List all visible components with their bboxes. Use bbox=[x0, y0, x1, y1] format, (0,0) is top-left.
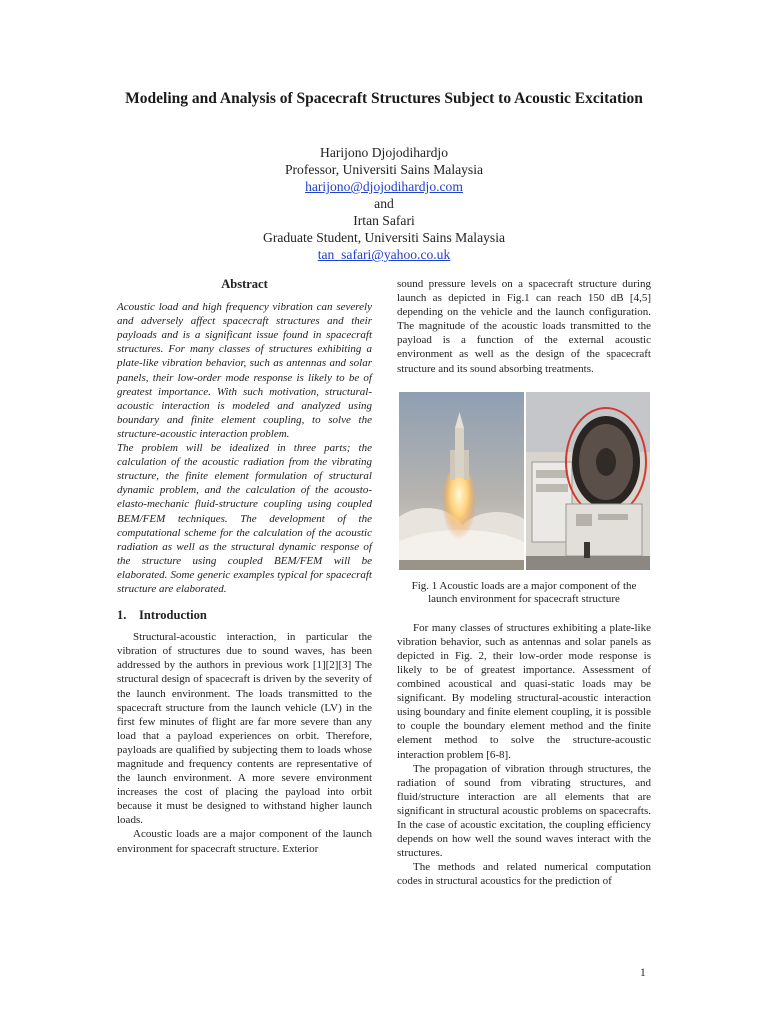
abstract-heading: Abstract bbox=[221, 277, 268, 291]
author-email-link[interactable]: harijono@djojodihardjo.com bbox=[305, 179, 463, 194]
left-column bbox=[117, 277, 372, 856]
rocket-launch-photo bbox=[399, 392, 524, 570]
rocket-launch-illustration bbox=[399, 392, 524, 570]
section-number: 1. bbox=[117, 608, 127, 623]
spacecraft-test-illustration bbox=[526, 392, 650, 570]
body-paragraph: Acoustic loads are a major component of the launch environment for spacecraft structure. Exterior bbox=[117, 828, 372, 855]
section-heading-introduction bbox=[117, 608, 372, 622]
abstract-paragraph: Acoustic load and high frequency vibration can severely and adversely affect spacecraft structures and their payloads and is a significant issue found in spacecraft structures. For many classes of structures exhibiting a plate-like vibration behavior, such as antennas and solar panels, their low-order mode response is likely to be of greatest importance. With such motivation, structural-acoustic interaction is modeled and analyzed using boundary and finite element coupling, to solve the structure-acoustic interaction problem. bbox=[117, 301, 372, 440]
author-conjunction: and bbox=[374, 196, 394, 211]
author-block bbox=[170, 144, 598, 263]
body-paragraph: The propagation of vibration through structures, the radiation of sound from vibrating structures, and fluid/structure interaction are all elements that are significant in structural acoustic problems on spacecrafts. In the case of acoustic excitation, the coupling efficiency depends on how well the sound waves interact with the structures. bbox=[397, 762, 651, 860]
abstract-body bbox=[117, 300, 372, 596]
body-paragraph: For many classes of structures exhibiting a plate-like vibration behavior, such as antennas and solar panels as depicted in Fig. 2, their low-order mode response is likely to be of greatest importance. Assessment of combined acoustical and quasi-static loads may be significant. By modeling structural-acoustic interaction using boundary and finite element coupling, it is possible to couple the boundary element method and the finite element method to solve the structure-acoustic interaction problem [6-8]. bbox=[397, 621, 651, 761]
body-paragraph: sound pressure levels on a spacecraft structure during launch as depicted in Fig.1 can reach 150 dB [4,5] depending on the vehicle and the launch configuration. The magnitude of the acoustic loads transmitted to the payload is a function of the external acoustic environment as well as the design of the spacecraft structure and its sound absorbing treatments. bbox=[397, 278, 651, 375]
author-name: Irtan Safari bbox=[353, 213, 415, 228]
caption-line: Fig. 1 Acoustic loads are a major component of the bbox=[411, 579, 637, 592]
author-name: Harijono Djojodihardjo bbox=[320, 145, 448, 160]
author-affiliation: Professor, Universiti Sains Malaysia bbox=[284, 162, 484, 177]
caption-line: launch environment for spacecraft structure bbox=[428, 592, 620, 605]
page-number: 1 bbox=[640, 967, 646, 979]
body-paragraph: The methods and related numerical computation codes in structural acoustics for the prediction of bbox=[397, 861, 651, 888]
spacecraft-test-photo bbox=[526, 392, 650, 570]
figure-1 bbox=[397, 392, 651, 574]
author-affiliation: Graduate Student, Universiti Sains Malaysia bbox=[263, 230, 505, 245]
body-paragraph: Structural-acoustic interaction, in particular the vibration of structures due to sound waves, has been addressed by the authors in previous work [1][2][3] The structural design of spacecraft is driven by the severity of the launch environment. The loads transmitted to the spacecraft structure from the launch vehicle (LV) in the first few minutes of flight are far more severe than any load that a payload experiences on orbit. Therefore, payloads are qualified by subjecting them to loads whose magnitude and frequency contents are representative of the launch environment. A more severe environment increases the cost of placing the payload into orbit because it must be designed to withstand higher launch loads. bbox=[117, 631, 372, 827]
section-title: Introduction bbox=[139, 608, 207, 623]
paper-title: Modeling and Analysis of Spacecraft Structures Subject to Acoustic Excitation bbox=[125, 90, 643, 107]
right-column bbox=[397, 277, 651, 888]
author-email-link[interactable]: tan_safari@yahoo.co.uk bbox=[317, 247, 451, 262]
abstract-paragraph: The problem will be idealized in three parts; the calculation of the acoustic radiation from the vibrating structure, the finite element formulation of structural dynamic problem, and the calculation of the acousto-elasto-mechanic fluid-structure coupling using coupled BEM/FEM techniques. The development of the computational scheme for the calculation of the acoustic radiation as well as the structural dynamic response of the structure using coupled BEM/FEM will be elaborated. Some generic examples typical for spacecraft structure are elaborated. bbox=[117, 442, 372, 595]
figure-1-caption bbox=[397, 580, 651, 606]
